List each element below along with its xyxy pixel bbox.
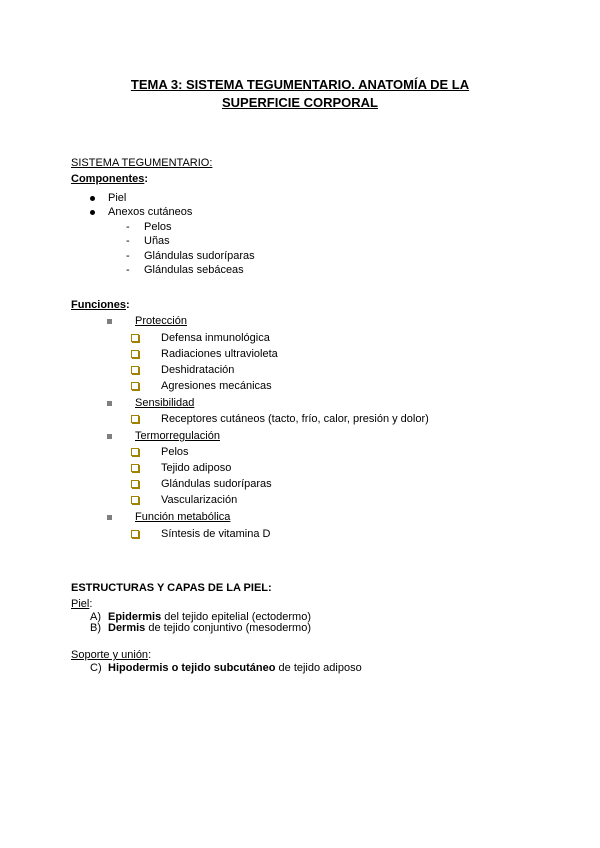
checkbox-bullet-icon xyxy=(131,530,139,538)
sub-list-item xyxy=(126,220,426,234)
sub-list-item-label: Pelos xyxy=(144,221,172,233)
function-item-label: Tejido adiposo xyxy=(161,462,232,474)
bullet-dot-icon xyxy=(90,210,95,215)
layer-description: de tejido adiposo xyxy=(275,662,362,674)
checkbox-bullet-icon xyxy=(131,464,139,472)
function-item xyxy=(131,527,451,541)
checkbox-bullet-icon xyxy=(131,366,139,374)
function-item-label: Defensa inmunológica xyxy=(161,332,270,344)
title-line-2: SUPERFICIE CORPORAL xyxy=(221,95,378,110)
list-item-label: Piel xyxy=(108,192,127,204)
layer-item xyxy=(90,621,390,635)
layer-letter: C) xyxy=(90,662,102,674)
list-item xyxy=(90,191,390,205)
function-item-label: Radiaciones ultravioleta xyxy=(161,348,278,360)
sub-list-item-label: Uñas xyxy=(144,235,170,247)
square-bullet-icon xyxy=(107,515,112,520)
function-group-label: Función metabólica xyxy=(135,511,231,523)
estructuras-heading: ESTRUCTURAS Y CAPAS DE LA PIEL: xyxy=(71,582,272,594)
dash-bullet-icon: - xyxy=(126,235,130,247)
checkbox-bullet-icon xyxy=(131,350,139,358)
function-item xyxy=(131,445,451,459)
function-item-label: Vascularización xyxy=(161,494,238,506)
function-item-label: Receptores cutáneos (tacto, frío, calor, presión y dolor) xyxy=(161,413,429,425)
function-item-label: Pelos xyxy=(161,446,189,458)
dash-bullet-icon: - xyxy=(126,221,130,233)
layer-description: de tejido conjuntivo (mesodermo) xyxy=(145,622,311,634)
function-item xyxy=(131,461,451,475)
function-item xyxy=(131,477,451,491)
function-group xyxy=(107,429,407,443)
sub-list-item xyxy=(126,263,426,277)
function-group xyxy=(107,396,407,410)
sub-list-item-label: Glándulas sebáceas xyxy=(144,264,244,276)
layer-name: Epidermis xyxy=(108,611,162,623)
function-item-label: Glándulas sudoríparas xyxy=(161,478,272,490)
checkbox-bullet-icon xyxy=(131,448,139,456)
checkbox-bullet-icon xyxy=(131,334,139,342)
piel-label: Piel xyxy=(71,598,90,610)
componentes-label: Componentes xyxy=(71,173,145,185)
square-bullet-icon xyxy=(107,319,112,324)
piel-heading xyxy=(71,597,92,611)
dash-bullet-icon: - xyxy=(126,264,130,276)
function-group xyxy=(107,510,407,524)
page-title xyxy=(60,76,540,112)
sub-list-item xyxy=(126,234,426,248)
layer-letter: A) xyxy=(90,611,101,623)
checkbox-bullet-icon xyxy=(131,382,139,390)
layer-name: Dermis xyxy=(108,622,146,634)
soporte-heading xyxy=(71,648,151,662)
function-group-label: Termorregulación xyxy=(135,430,220,442)
soporte-label: Soporte y unión xyxy=(71,649,149,661)
checkbox-bullet-icon xyxy=(131,496,139,504)
checkbox-bullet-icon xyxy=(131,415,139,423)
list-item xyxy=(90,205,390,219)
componentes-colon: : xyxy=(144,173,149,185)
function-item xyxy=(131,379,451,393)
function-group xyxy=(107,314,407,328)
funciones-colon: : xyxy=(126,299,130,311)
function-item-label: Deshidratación xyxy=(161,364,235,376)
piel-colon: : xyxy=(89,598,93,610)
function-group-label: Sensibilidad xyxy=(135,397,195,409)
function-item xyxy=(131,493,451,507)
dash-bullet-icon: - xyxy=(126,250,130,262)
title-line-1: TEMA 3: SISTEMA TEGUMENTARIO. ANATOMÍA DE LA xyxy=(130,77,470,92)
funciones-label: Funciones xyxy=(71,299,127,311)
sistema-heading: SISTEMA TEGUMENTARIO: xyxy=(71,157,213,169)
sub-list-item xyxy=(126,249,426,263)
function-item xyxy=(131,363,451,377)
layer-description: del tejido epitelial (ectodermo) xyxy=(161,611,311,623)
sub-list-item-label: Glándulas sudoríparas xyxy=(144,250,255,262)
componentes-heading xyxy=(71,172,148,186)
function-item xyxy=(131,347,451,361)
bullet-dot-icon xyxy=(90,196,95,201)
function-item xyxy=(131,331,451,345)
layer-letter: B) xyxy=(90,622,101,634)
layer-item xyxy=(90,661,410,675)
list-item-label: Anexos cutáneos xyxy=(108,206,193,218)
checkbox-bullet-icon xyxy=(131,480,139,488)
layer-name: Hipodermis o tejido subcutáneo xyxy=(108,662,276,674)
funciones-heading xyxy=(71,298,130,312)
function-item-label: Síntesis de vitamina D xyxy=(161,528,271,540)
function-group-label: Protección xyxy=(135,315,187,327)
square-bullet-icon xyxy=(107,434,112,439)
function-item xyxy=(131,412,491,426)
function-item-label: Agresiones mecánicas xyxy=(161,380,272,392)
soporte-colon: : xyxy=(148,649,152,661)
square-bullet-icon xyxy=(107,401,112,406)
